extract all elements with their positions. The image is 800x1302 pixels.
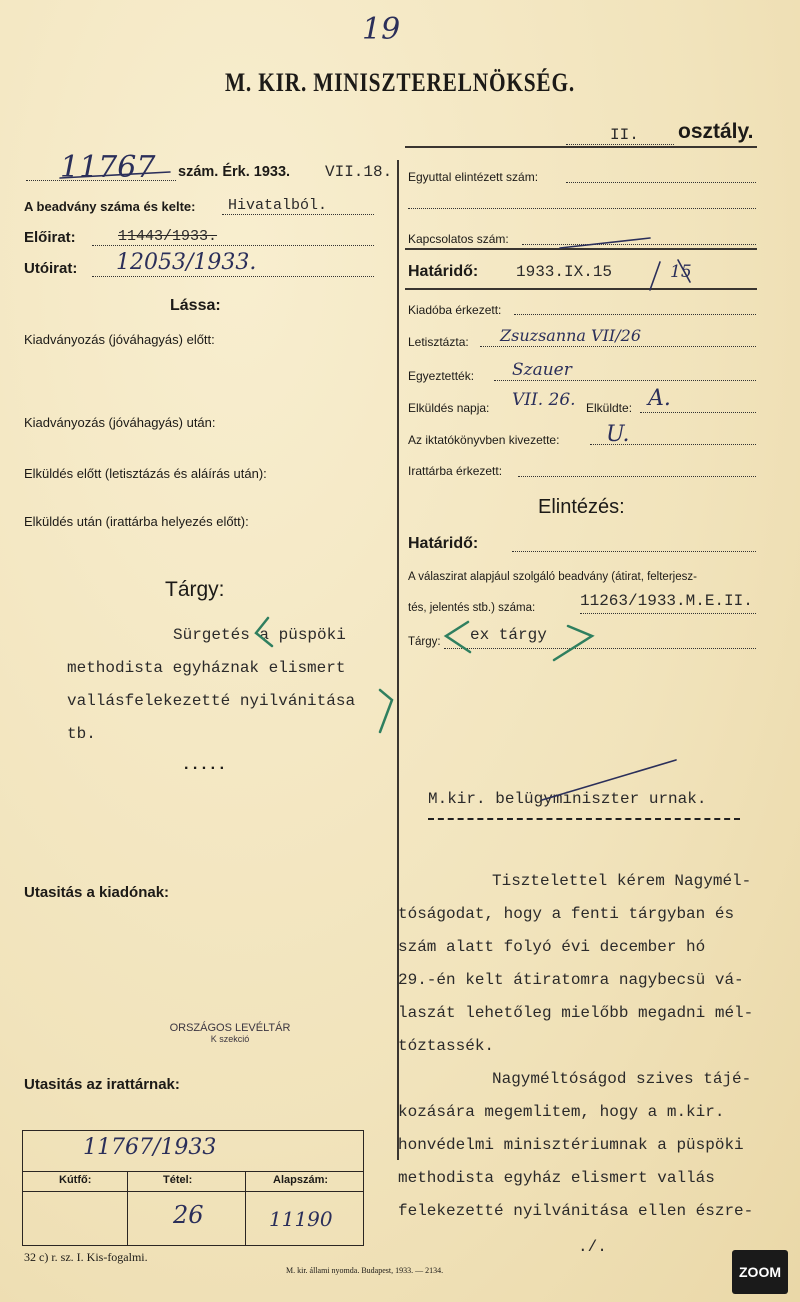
valasz-value: 11263/1933.M.E.II.	[580, 592, 753, 610]
page-number: 19	[362, 12, 401, 47]
body-line: tóztassék.	[398, 1037, 495, 1055]
hatarido-value: 1933.IX.15	[516, 263, 613, 281]
targy-line: Sürgetés a püspöki	[173, 626, 346, 644]
lassa-item: Elküldés előtt (letisztázás és aláírás után):	[24, 466, 267, 481]
table-col-tetel: Tétel:	[163, 1174, 193, 1186]
page-title: M. KIR. MINISZTERELNÖKSÉG.	[224, 68, 576, 97]
table-tetel-value: 26	[173, 1201, 204, 1229]
hatarido-label: Határidő:	[408, 263, 479, 280]
lassa-item: Elküldés után (irattárba helyezés előtt):	[24, 514, 249, 529]
targy-label-right: Tárgy:	[408, 636, 441, 648]
body-line: kozására megemlitem, hogy a m.kir.	[398, 1103, 725, 1121]
department-label: osztály.	[678, 120, 754, 143]
addressee: M.kir. belügyminiszter urnak.	[428, 790, 707, 808]
stamp-line-2: K szekció	[210, 1034, 250, 1044]
table-col-alapszam: Alapszám:	[273, 1174, 329, 1186]
elintezes-heading: Elintézés:	[538, 496, 625, 518]
form-code: 32 c) r. sz. I. Kis-fogalmi.	[24, 1250, 148, 1264]
targy-heading: Tárgy:	[165, 578, 225, 601]
zoom-badge[interactable]: ZOOM	[732, 1250, 788, 1294]
lassa-item: Kiadványozás (jóváhagyás) előtt:	[24, 332, 215, 347]
green-bracket-2	[380, 690, 392, 732]
irattarba-label: Irattárba érkezett:	[408, 464, 503, 478]
bullets: . . . . .	[184, 756, 225, 773]
department-value: II.	[610, 126, 639, 144]
body-line: 29.-én kelt átiratomra nagybecsü vá-	[398, 971, 744, 989]
eloirat-label: Előirat:	[24, 229, 76, 246]
archive-stamp	[160, 1022, 300, 1044]
hatarido-hand: 15	[670, 262, 692, 282]
body-line: honvédelmi minisztériumnak a püspöki	[398, 1136, 744, 1154]
szam-erk-label: szám. Érk. 1933.	[178, 164, 291, 180]
lassa-heading: Lássa:	[170, 297, 221, 314]
targy-line: tb.	[67, 725, 96, 743]
stamp-line-1: ORSZÁGOS LEVÉLTÁR	[169, 1022, 291, 1034]
kiadoba-label: Kiadóba érkezett:	[408, 303, 502, 317]
table-col-kutfo: Kútfő:	[59, 1174, 92, 1186]
body-line: Nagyméltóságod szives tájé-	[492, 1070, 752, 1088]
reg-number: 11767	[60, 150, 156, 185]
body-line: ./.	[578, 1238, 607, 1256]
elkuldte-value: A.	[648, 386, 671, 411]
egyeztettek-label: Egyeztették:	[408, 369, 475, 383]
valasz-line-2: tés, jelentés stb.) száma:	[408, 602, 536, 614]
kivezette-label: Az iktatókönyvben kivezette:	[408, 433, 560, 447]
utoirat-value: 12053/1933.	[116, 250, 257, 275]
targy-line: methodista egyháznak elismert	[67, 659, 346, 677]
elkuldes-napja-value: VII. 26.	[512, 390, 576, 410]
header-rule	[405, 146, 757, 148]
printer-line: M. kir. állami nyomda. Budapest, 1933. — 2134.	[286, 1266, 444, 1275]
beadvany-value: Hivatalból.	[228, 197, 328, 214]
utasitas-kiado: Utasitás a kiadónak:	[24, 884, 170, 901]
body-line: tóságodat, hogy a fenti tárgyban és	[398, 905, 735, 923]
body-line: laszát lehetőleg mielőbb megadni mél-	[398, 1004, 754, 1022]
body-line: methodista egyház elismert vallás	[398, 1169, 715, 1187]
green-bracket-4	[554, 626, 592, 660]
valasz-line-1: A válaszirat alapjául szolgáló beadvány (átirat, felterjesz-	[408, 571, 697, 583]
table-alapszam-value: 11190	[269, 1207, 333, 1231]
body-line: felekezetté nyilvánitása ellen észre-	[398, 1202, 754, 1220]
kapcsolatos-stroke	[560, 238, 650, 248]
egyeztettek-value: Szauer	[512, 360, 572, 380]
hatarido2-label: Határidő:	[408, 535, 479, 552]
body-line: Tisztelettel kérem Nagymél-	[492, 872, 752, 890]
archive-table	[22, 1130, 364, 1246]
kivezette-value: U.	[606, 422, 630, 447]
egyuttal-label: Egyuttal elintézett szám:	[408, 170, 539, 184]
lassa-item: Kiadványozás (jóváhagyás) után:	[24, 415, 216, 430]
elkuldes-napja-label: Elküldés napja:	[408, 401, 490, 415]
letisztazta-value: Zsuzsanna VII/26	[500, 326, 641, 345]
table-handwritten-number: 11767/1933	[83, 1135, 217, 1160]
eloirat-value: 11443/1933.	[118, 228, 218, 245]
body-line: szám alatt folyó évi december hó	[398, 938, 706, 956]
utoirat-label: Utóirat:	[24, 260, 78, 277]
elkuldte-label: Elküldte:	[586, 401, 633, 415]
letisztazta-label: Letisztázta:	[408, 335, 469, 349]
targy-line: vallásfelekezetté nyilvánitása	[67, 692, 356, 710]
erk-date: VII.18.	[325, 163, 393, 181]
targy-value-right: ex tárgy	[470, 626, 547, 644]
utasitas-irattar: Utasitás az irattárnak:	[24, 1076, 180, 1093]
beadvany-label: A beadvány száma és kelte:	[24, 199, 196, 214]
kapcsolatos-label: Kapcsolatos szám:	[408, 232, 509, 246]
